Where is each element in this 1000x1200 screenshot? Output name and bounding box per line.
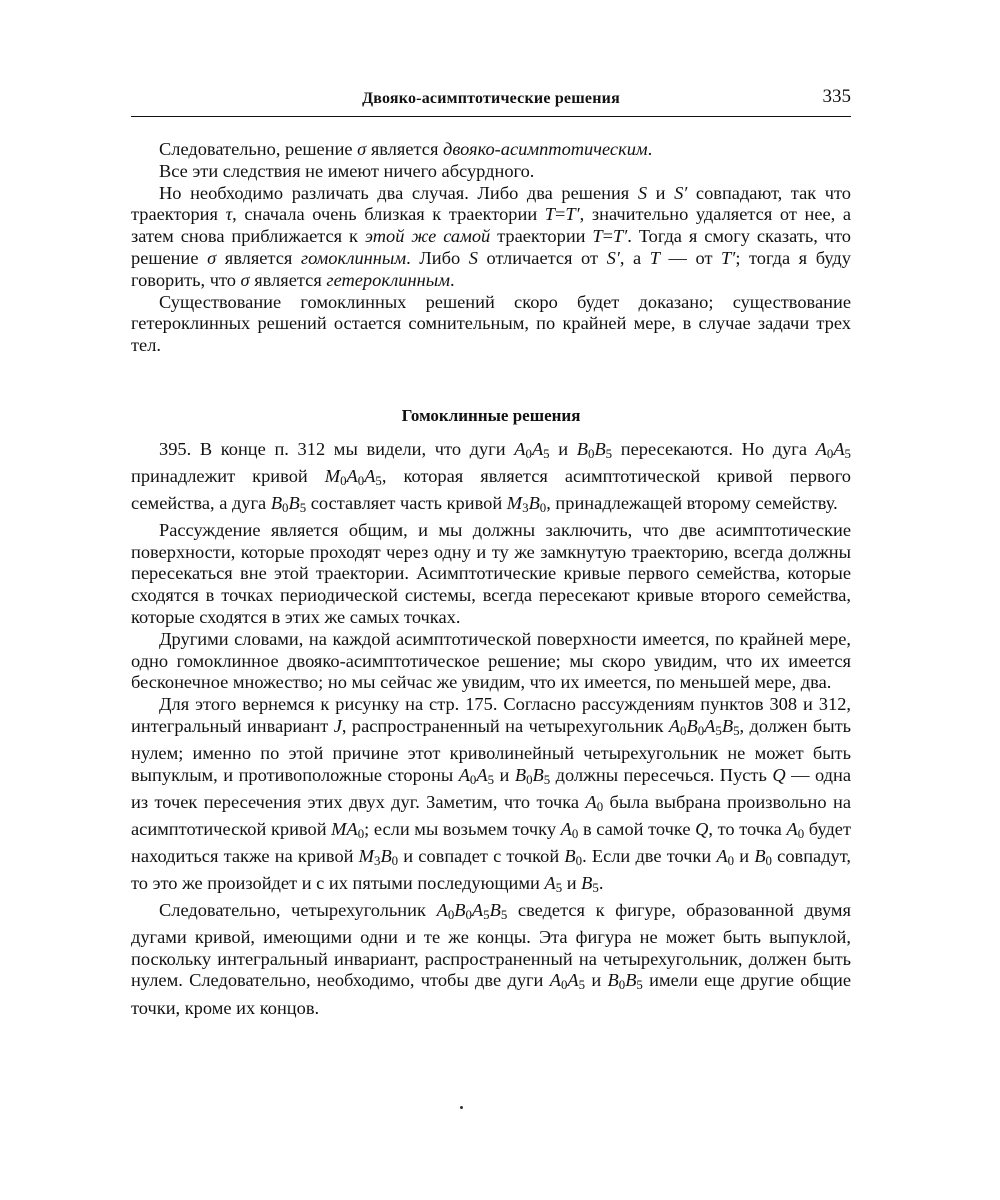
running-header: [131, 82, 851, 117]
running-title: Двояко-асимптотические решения: [362, 90, 620, 107]
page-number: 335: [822, 86, 851, 107]
print-speck: [460, 1106, 463, 1109]
section-title: Гомоклинные решения: [401, 405, 581, 425]
paragraph: Следовательно, четырехугольник $A_0B_0A_5B_5$ сведется к фигуре, образованной двумя дугами кривой, имеющими одни и те же концы. Эта фигура не может быть выпуклой, поскольку интегральный инвариант, распространенный на четырехугольник, должен быть нулем. Следовательно, необходимо, чтобы две дуги $A_0A_5$ и $B_0B_5$ имели еще другие общие точки, кроме их концов.: [131, 899, 852, 1018]
paragraph: Другими словами, на каждой асимптотической поверхности имеется, по крайней мере, одно гомоклинное двояко-асимптотическое решение; мы скоро увидим, что их имеется бесконечное множество; но мы сейчас же увидим, что их имеется, по меньшей мере, два.: [131, 628, 851, 693]
paragraph: Рассуждение является общим, и мы должны заключить, что две асимптотические поверхности, которые проходят через одну и ту же замкнутую траекторию, всегда должны пересекаться вне этой траектории. Асимптотические кривые первого семейства, которые сходятся в точках периодической системы, всегда пересекают кривые второго семейства, которые сходятся в этих же самых точках.: [131, 519, 851, 627]
body-text: [131, 134, 851, 1019]
paragraph: 395. В конце п. 312 мы видели, что дуги $A_0A_5$ и $B_0B_5$ пересекаются. Но дуга $A_0A_5$ принадлежит кривой $M_0A_0A_5$, которая является асимптотической кривой первого семейства, а дуга $B_0B_5$ составляет часть кривой $M_3B_0$, принадлежащей второму семейству.: [131, 438, 851, 516]
paragraph: Следовательно, решение σ является двояко-асимптотическим.: [159, 139, 653, 159]
paragraph: Существование гомоклинных решений скоро будет доказано; существование гетероклинных решений остается сомнительным, по крайней мере, в случае задачи трех тел.: [131, 291, 851, 356]
paragraph: Все эти следствия не имеют ничего абсурдного.: [159, 160, 535, 181]
paragraph: Но необходимо различать два случая. Либо два решения S и S′ совпадают, так что траектория τ, сначала очень близкая к траектории T=T′, значительно удаляется от нее, а затем снова приближается к этой же самой траектории T=T′. Тогда я смогу сказать, что решение σ является гомоклинным. Либо S отличается от S′, а T — от T′; тогда я буду говорить, что σ является гетероклинным.: [131, 182, 851, 290]
paragraph: Для этого вернемся к рисунку на стр. 175. Согласно рассуждениям пунктов 308 и 312, интегральный инвариант J, распространенный на четырехугольник $A_0B_0A_5B_5$, должен быть нулем; именно по этой причине этот криволинейный четырехугольник не может быть выпуклым, и противоположные стороны $A_0A_5$ и $B_0B_5$ должны пересечься. Пусть Q — одна из точек пересечения этих двух дуг. Заметим, что точка $A_0$ была выбрана произвольно на асимптотической кривой $MA_0$; если мы возьмем точку $A_0$ в самой точке Q, то точка $A_0$ будет находиться также на кривой $M_3B_0$ и совпадет с точкой $B_0$. Если две точки $A_0$ и $B_0$ совпадут, то это же произойдет и с их пятыми последующими $A_5$ и $B_5$.: [131, 694, 852, 896]
